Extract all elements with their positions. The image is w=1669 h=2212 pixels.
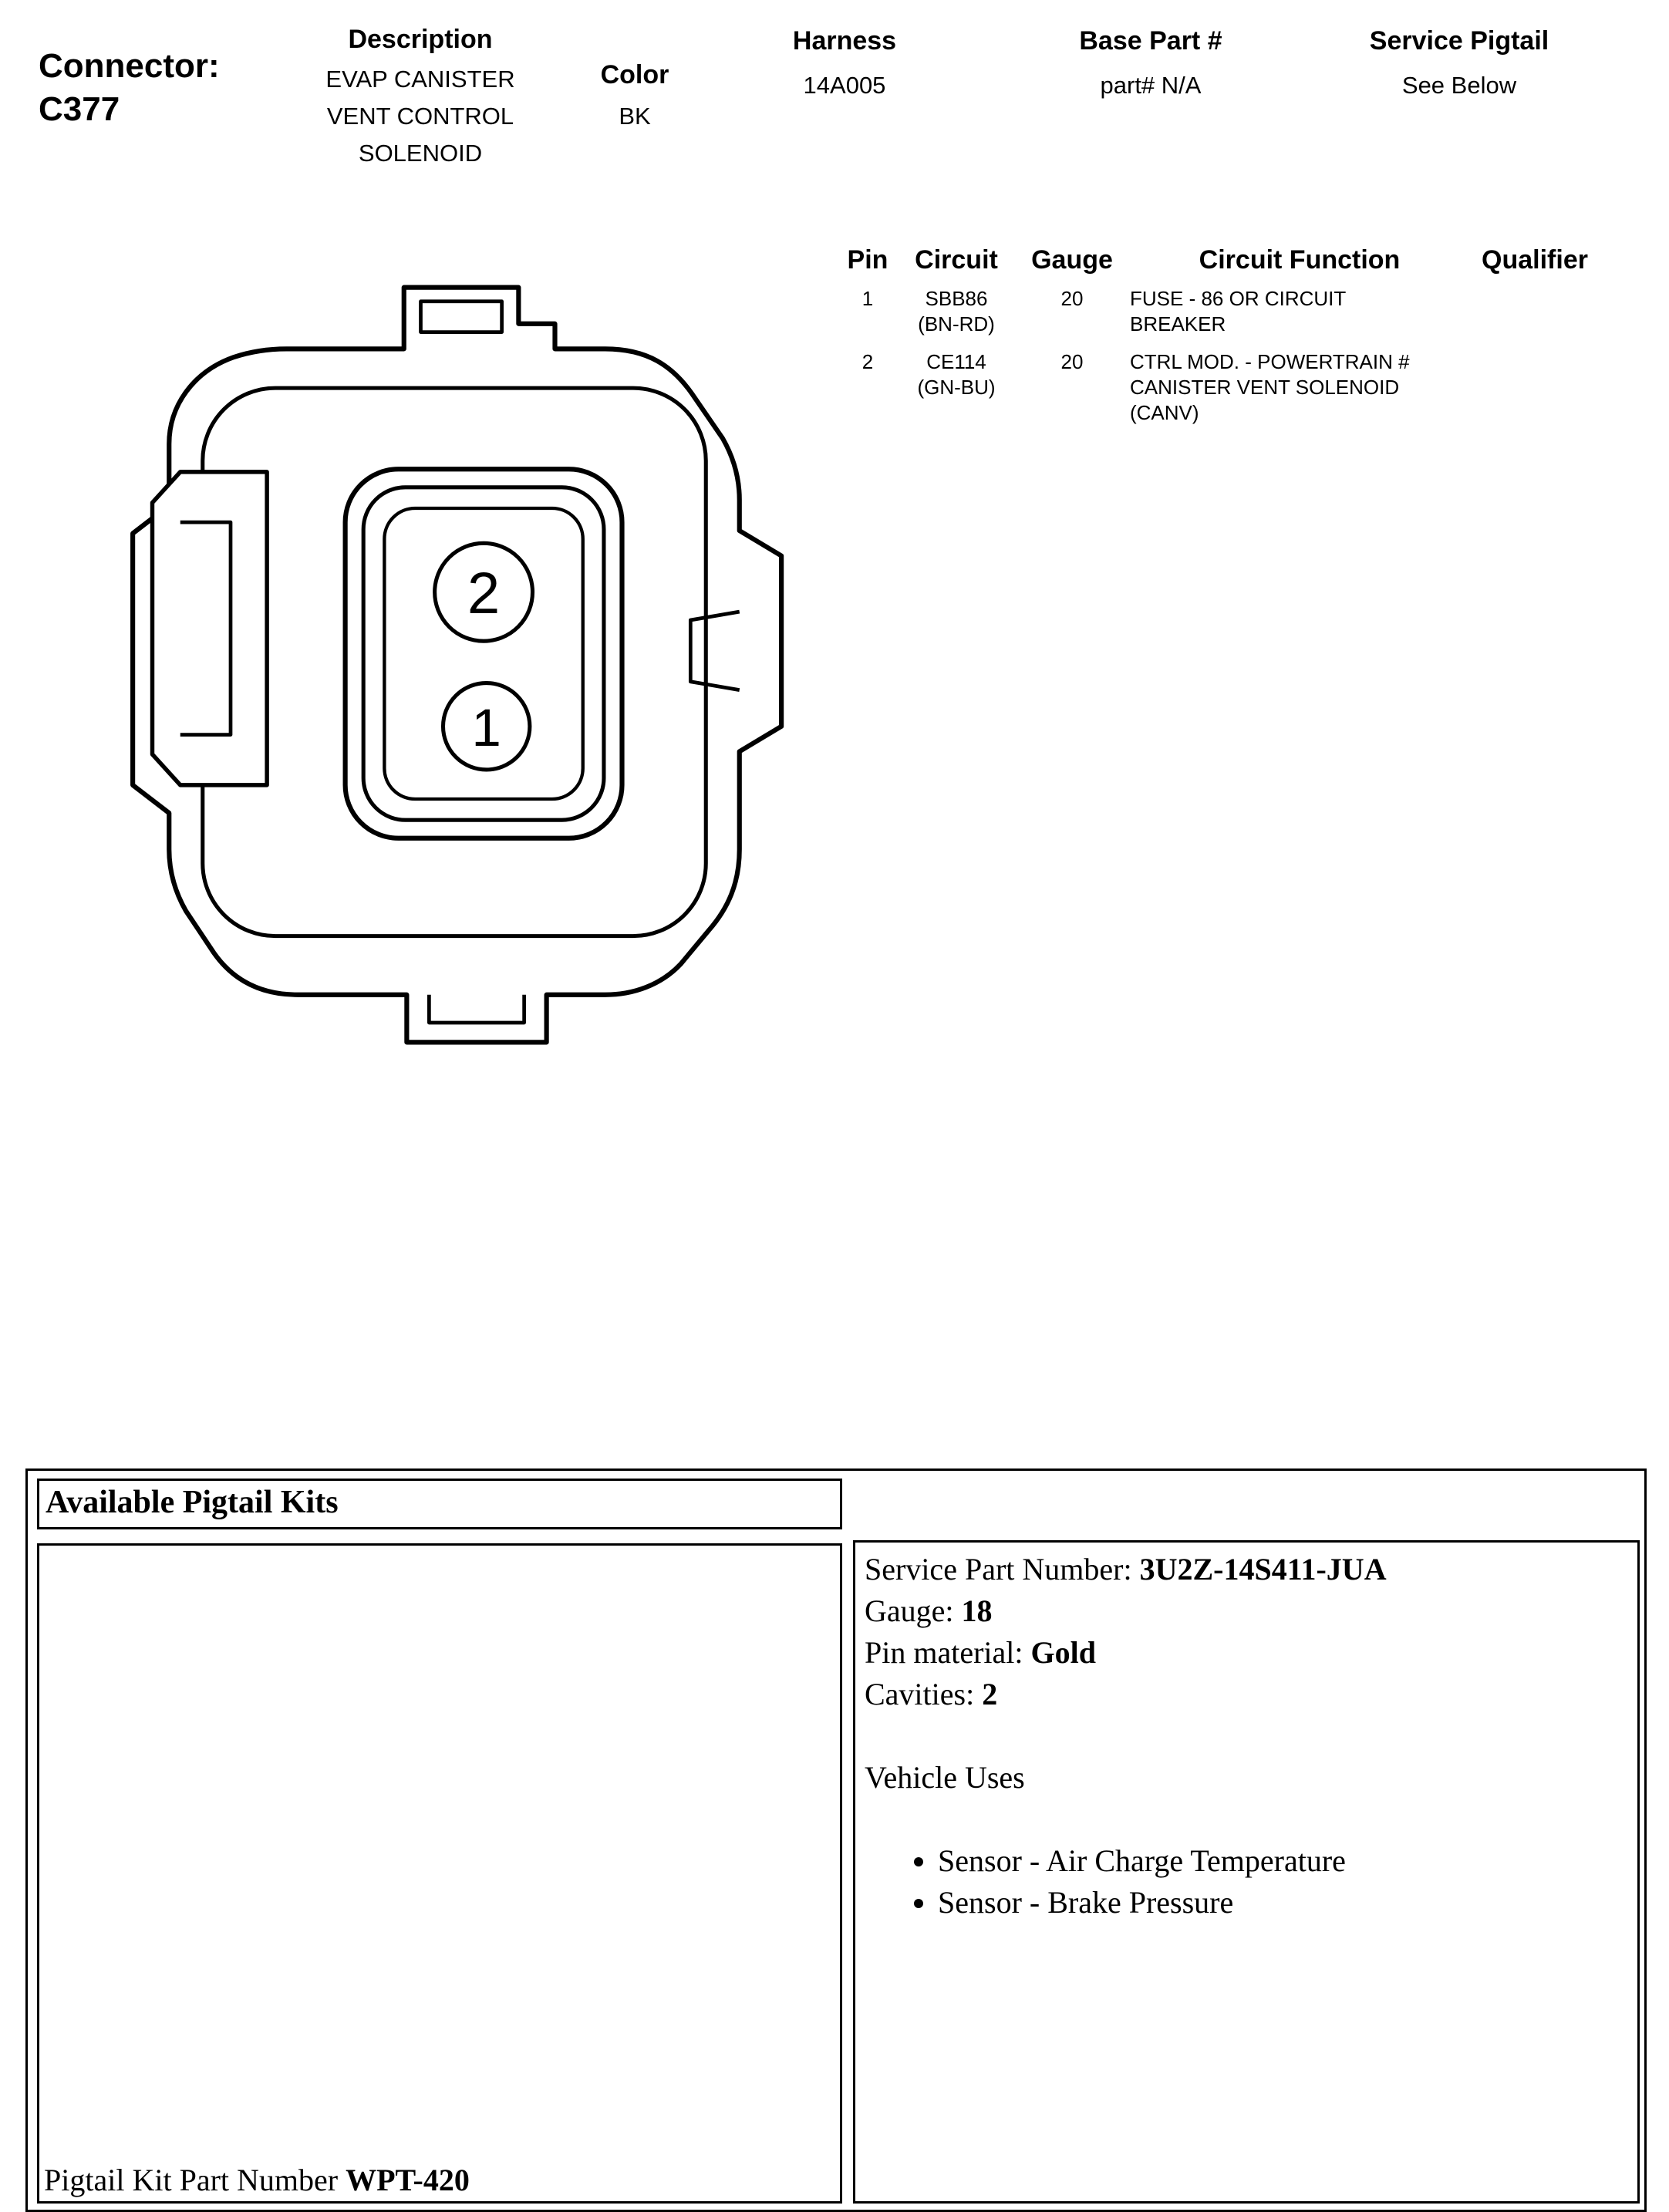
gauge-value: 20 xyxy=(1060,350,1084,373)
color-label: Color xyxy=(600,60,669,89)
circuit-header: Circuit xyxy=(915,245,998,275)
connector-label: Connector: xyxy=(39,47,220,85)
base-part-value: part# N/A xyxy=(1100,72,1202,99)
pigtail-section xyxy=(25,1468,1647,2212)
pigtail-kits-box xyxy=(37,1543,842,2204)
harness-column xyxy=(752,26,937,104)
qualifier-value xyxy=(1469,349,1600,426)
circuit-wire-color: (BN-RD) xyxy=(918,312,995,336)
available-pigtail-kits-title: Available Pigtail Kits xyxy=(46,1485,339,1520)
circuit-function-line: CANISTER VENT SOLENOID xyxy=(1130,376,1400,399)
description-column xyxy=(282,25,559,172)
pin-material-line xyxy=(865,1632,1628,1674)
pin-table-row xyxy=(837,286,1608,337)
gauge-value: 18 xyxy=(961,1593,993,1628)
qualifier-value xyxy=(1469,286,1600,337)
connector-face-diagram xyxy=(54,262,810,1045)
available-pigtail-kits-header xyxy=(37,1479,842,1529)
cavity-2-label: 2 xyxy=(467,560,501,626)
description-label: Description xyxy=(348,25,493,54)
pin-number: 1 xyxy=(861,287,874,310)
vehicle-uses-list xyxy=(865,1840,1628,1924)
description-line: EVAP CANISTER xyxy=(325,66,515,93)
spacer xyxy=(865,1799,1628,1840)
gauge-header: Gauge xyxy=(1031,245,1113,275)
cavity-1-label: 1 xyxy=(471,698,501,758)
pin-header: Pin xyxy=(847,245,888,275)
gauge-line xyxy=(865,1590,1628,1632)
circuit-function-line: (CANV) xyxy=(1130,401,1199,424)
color-column xyxy=(565,60,704,135)
circuit-function-line: FUSE - 86 OR CIRCUIT xyxy=(1130,287,1347,310)
spacer xyxy=(865,1715,1628,1757)
vehicle-use-item: • Sensor - Brake Pressure xyxy=(938,1882,1628,1924)
pigtail-kit-part-number: WPT-420 xyxy=(346,2163,470,2197)
gauge-value: 20 xyxy=(1060,287,1084,310)
harness-label: Harness xyxy=(792,26,897,56)
service-part-number: 3U2Z-14S411-JUA xyxy=(1139,1552,1387,1587)
base-part-column xyxy=(1043,26,1259,104)
pigtail-kit-part-label: Pigtail Kit Part Number xyxy=(44,2163,346,2197)
gauge-label: Gauge: xyxy=(865,1593,962,1628)
service-pigtail-label: Service Pigtail xyxy=(1369,26,1549,56)
service-part-box xyxy=(853,1540,1640,2204)
connector-id-block xyxy=(39,45,220,131)
pin-material-label: Pin material: xyxy=(865,1635,1031,1670)
qualifier-header: Qualifier xyxy=(1482,245,1588,275)
circuit-wire-color: (GN-BU) xyxy=(917,376,996,399)
pin-table-row xyxy=(837,349,1608,426)
description-line: VENT CONTROL xyxy=(326,103,514,130)
circuit-function-line: BREAKER xyxy=(1130,312,1226,336)
connector-id: C377 xyxy=(39,90,120,128)
service-part-line xyxy=(865,1549,1628,1590)
circuit-code: SBB86 xyxy=(925,287,988,310)
color-value: BK xyxy=(619,103,651,130)
pin-material-value: Gold xyxy=(1030,1635,1096,1670)
vehicle-use-item: • Sensor - Air Charge Temperature xyxy=(938,1840,1628,1882)
cavities-line xyxy=(865,1674,1628,1715)
vehicle-uses-title: Vehicle Uses xyxy=(865,1760,1025,1795)
service-pigtail-value: See Below xyxy=(1401,72,1517,99)
pin-table-header-row xyxy=(837,245,1608,286)
pin-table xyxy=(837,245,1608,438)
description-line: SOLENOID xyxy=(358,140,483,167)
circuit-function-line: CTRL MOD. - POWERTRAIN # xyxy=(1130,350,1410,373)
cavities-value: 2 xyxy=(982,1677,998,1711)
circuit-function-header: Circuit Function xyxy=(1199,245,1401,275)
base-part-label: Base Part # xyxy=(1079,26,1222,56)
circuit-code: CE114 xyxy=(926,350,986,373)
left-latch-outline xyxy=(153,472,268,785)
pigtail-kit-part-line xyxy=(44,2162,470,2198)
harness-value: 14A005 xyxy=(803,72,886,99)
cavities-label: Cavities: xyxy=(865,1677,983,1711)
service-pigtail-column xyxy=(1336,26,1583,104)
service-part-label: Service Part Number: xyxy=(865,1552,1140,1587)
connector-face-svg xyxy=(54,262,810,1045)
pin-number: 2 xyxy=(861,350,874,373)
